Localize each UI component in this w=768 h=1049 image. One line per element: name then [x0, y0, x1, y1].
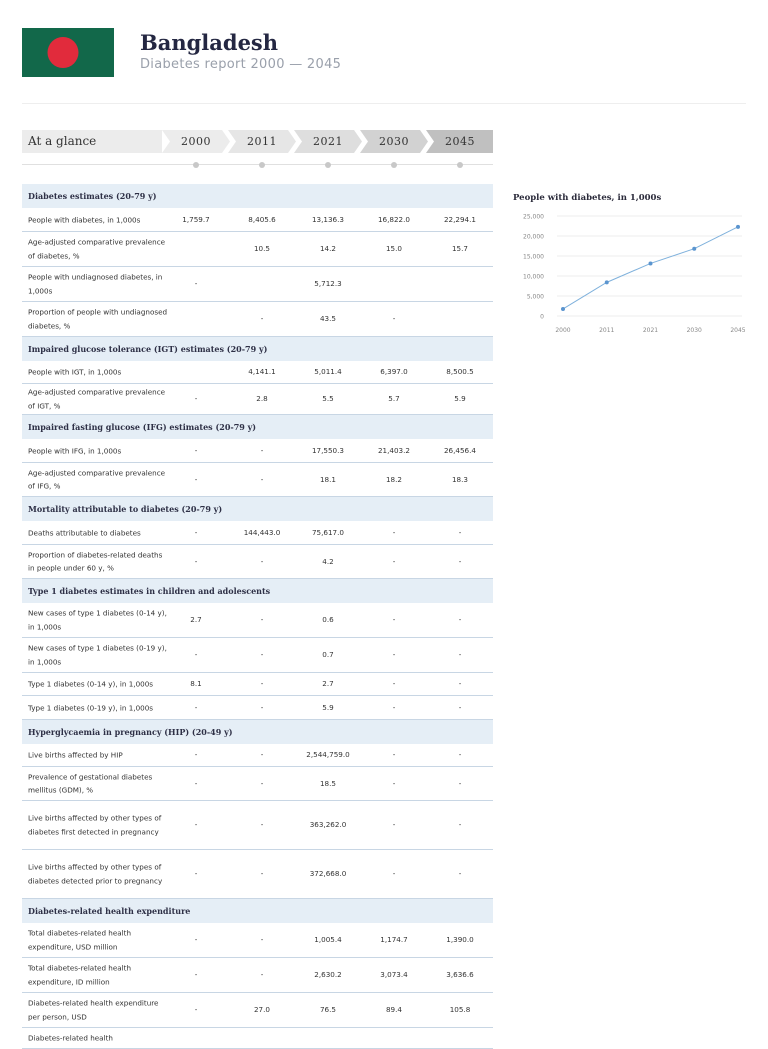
chart-plot [513, 190, 748, 340]
x-tick-label: 2021 [642, 327, 659, 334]
cell-value: - [392, 869, 396, 878]
cell-value: 3,636.6 [446, 970, 474, 979]
x-tick-label: 2030 [686, 327, 702, 334]
table-row [22, 696, 493, 720]
row-label: People with IFG, in 1,000s [28, 445, 122, 455]
section-header: Diabetes-related health expenditure [22, 899, 493, 923]
cell-value: 18.1 [319, 474, 336, 484]
cell-value: 18.3 [451, 474, 468, 484]
cell-value: 105.8 [449, 1005, 471, 1014]
bangladesh-flag [22, 28, 114, 77]
cell-value: - [260, 935, 264, 944]
data-point [649, 261, 653, 265]
row-label: Live births affected by other types of diabetes detected prior to pregnancy [28, 862, 163, 885]
row-label: People with IGT, in 1,000s [28, 367, 122, 377]
y-tick-label: 20,000 [523, 233, 544, 241]
row-label: Proportion of diabetes-related deaths in people under 60 y, % [28, 550, 163, 573]
cell-value: 144,443.0 [243, 527, 281, 537]
at-a-glance-label: At a glance [22, 130, 162, 153]
series-line [563, 227, 738, 309]
table-row [22, 1028, 493, 1049]
cell-value: - [458, 527, 462, 537]
cell-value: 17,550.3 [311, 445, 344, 455]
cell-value: - [194, 650, 198, 659]
row-label: Age-adjusted comparative prevalence of IGT, % [28, 387, 166, 410]
table-row [22, 767, 493, 801]
cell-value: - [458, 679, 462, 688]
data-point [561, 307, 565, 311]
table-row [22, 384, 493, 415]
row-label: Diabetes-related health expenditure per person, USD [28, 998, 159, 1021]
year-2011: 2011 [247, 135, 277, 148]
estimates-table [22, 184, 493, 1049]
y-tick-label: 5,000 [526, 293, 544, 301]
cell-value: 89.4 [385, 1005, 402, 1014]
cell-value: - [260, 778, 264, 788]
diabetes-chart [513, 190, 748, 340]
cell-value: - [392, 314, 396, 323]
cell-value: - [194, 394, 198, 403]
section-header: Diabetes estimates (20-79 y) [22, 184, 493, 208]
cell-value: 22,294.1 [443, 214, 476, 224]
table-row [22, 638, 493, 673]
row-label: People with diabetes, in 1,000s [28, 214, 141, 224]
cell-value: - [458, 750, 462, 759]
cell-value: 1,005.4 [314, 935, 342, 944]
table-row [22, 673, 493, 696]
cell-value: - [260, 679, 264, 688]
cell-value: 14.2 [319, 244, 336, 253]
row-label: Deaths attributable to diabetes [28, 527, 141, 537]
cell-value: 8.1 [190, 679, 202, 688]
cell-value: - [260, 970, 264, 979]
table-row [22, 801, 493, 850]
timeline-dot [259, 162, 265, 168]
y-tick-label: 25,000 [523, 213, 544, 221]
cell-value: - [458, 556, 462, 566]
chart-title: People with diabetes, in 1,000s [513, 193, 662, 203]
x-tick-label: 2011 [599, 327, 615, 334]
row-label: Total diabetes-related health expenditure, USD million [28, 928, 132, 951]
row-label: Proportion of people with undiagnosed diabetes, % [28, 307, 168, 330]
cell-value: - [194, 556, 198, 566]
row-label: Prevalence of gestational diabetes mellitus (GDM), % [28, 772, 153, 795]
cell-value: 8,500.5 [446, 367, 474, 376]
y-tick-label: 15,000 [523, 253, 544, 261]
cell-value: - [392, 527, 396, 537]
cell-value: - [194, 527, 198, 537]
year-timeline [22, 162, 493, 168]
cell-value: - [392, 615, 396, 624]
row-label: Total diabetes-related health expenditure, ID million [28, 963, 132, 986]
cell-value: - [392, 778, 396, 788]
cell-value: 2,544,759.0 [306, 750, 350, 759]
cell-value: - [260, 650, 264, 659]
section-header: Impaired fasting glucose (IFG) estimates (20-79 y) [22, 415, 493, 439]
cell-value: 75,617.0 [311, 527, 344, 537]
table-row [22, 993, 493, 1028]
table-row [22, 545, 493, 579]
x-tick-label: 2045 [730, 327, 746, 334]
cell-value: - [392, 820, 396, 829]
cell-value: 1,174.7 [380, 935, 408, 944]
row-label: Type 1 diabetes (0-14 y), in 1,000s [28, 679, 154, 689]
year-2000: 2000 [181, 135, 211, 148]
y-tick-label: 10,000 [523, 273, 544, 281]
cell-value: - [458, 702, 462, 712]
section-header: Impaired glucose tolerance (IGT) estimates (20-79 y) [22, 337, 493, 361]
cell-value: 18.2 [385, 474, 402, 484]
cell-value: 15.7 [451, 244, 468, 253]
table-row [22, 439, 493, 463]
row-label: Diabetes-related health [28, 1033, 113, 1043]
section-header: Type 1 diabetes estimates in children and adolescents [22, 579, 493, 603]
header-divider [22, 103, 746, 104]
cell-value: - [260, 556, 264, 566]
data-point [736, 225, 740, 229]
row-label: New cases of type 1 diabetes (0-14 y), in 1,000s [28, 608, 167, 631]
cell-value: 16,822.0 [377, 214, 410, 224]
cell-value: 43.5 [319, 314, 336, 323]
section-header: Mortality attributable to diabetes (20-79 y) [22, 497, 493, 521]
cell-value: - [194, 750, 198, 759]
cell-value: 10.5 [253, 244, 270, 253]
cell-value: - [194, 935, 198, 944]
table-row [22, 267, 493, 302]
table-row [22, 208, 493, 232]
cell-value: - [194, 820, 198, 829]
year-2021: 2021 [313, 135, 343, 148]
cell-value: - [458, 869, 462, 878]
cell-value: 2.8 [256, 394, 268, 403]
cell-value: 3,073.4 [380, 970, 408, 979]
cell-value: 4.2 [322, 556, 334, 566]
section-header: Hyperglycaemia in pregnancy (HIP) (20-49 y) [22, 720, 493, 744]
cell-value: 2.7 [322, 679, 334, 688]
cell-value: 6,397.0 [380, 367, 408, 376]
cell-value: - [392, 650, 396, 659]
table-row [22, 923, 493, 958]
cell-value: 18.5 [319, 778, 336, 788]
cell-value: - [194, 869, 198, 878]
cell-value: - [392, 679, 396, 688]
cell-value: 27.0 [253, 1005, 270, 1014]
cell-value: 5.5 [322, 394, 334, 403]
cell-value: 1,759.7 [182, 214, 210, 224]
cell-value: 363,262.0 [309, 820, 347, 829]
data-point [692, 247, 696, 251]
table-row [22, 232, 493, 267]
row-label: New cases of type 1 diabetes (0-19 y), in 1,000s [28, 643, 167, 666]
year-2045: 2045 [445, 135, 475, 148]
table-row [22, 603, 493, 638]
timeline-dot [457, 162, 463, 168]
cell-value: - [260, 445, 264, 455]
cell-value: - [260, 314, 264, 323]
cell-value: 5.9 [454, 394, 466, 403]
cell-value: 2.7 [190, 615, 202, 624]
cell-value: - [194, 778, 198, 788]
row-label: Type 1 diabetes (0-19 y), in 1,000s [28, 702, 154, 712]
data-point [605, 280, 609, 284]
cell-value: 0.6 [322, 615, 334, 624]
table-row [22, 521, 493, 545]
cell-value: 5.9 [322, 702, 334, 712]
cell-value: - [392, 702, 396, 712]
table-row [22, 463, 493, 497]
cell-value: - [260, 615, 264, 624]
table-row [22, 361, 493, 384]
cell-value: 5.7 [388, 394, 400, 403]
cell-value: - [458, 650, 462, 659]
cell-value: 2,630.2 [314, 970, 342, 979]
row-label: Live births affected by HIP [28, 750, 123, 760]
report-subtitle: Diabetes report 2000 — 2045 [140, 57, 342, 72]
cell-value: - [260, 820, 264, 829]
cell-value: - [194, 970, 198, 979]
timeline-dot [193, 162, 199, 168]
cell-value: 21,403.2 [377, 445, 410, 455]
x-tick-label: 2000 [555, 327, 571, 334]
cell-value: 15.0 [385, 244, 402, 253]
cell-value: 26,456.4 [443, 445, 476, 455]
table-row [22, 850, 493, 899]
country-title: Bangladesh [140, 30, 279, 55]
cell-value: 4,141.1 [248, 367, 276, 376]
row-label: Live births affected by other types of diabetes first detected in pregnancy [28, 813, 162, 836]
cell-value: 0.7 [322, 650, 334, 659]
cell-value: 5,712.3 [314, 279, 342, 288]
at-a-glance-bar [22, 130, 493, 153]
cell-value: - [392, 750, 396, 759]
cell-value: - [194, 474, 198, 484]
table-row [22, 302, 493, 337]
cell-value: - [260, 702, 264, 712]
row-label: Age-adjusted comparative prevalence of IFG, % [28, 468, 166, 491]
y-tick-label: 0 [540, 313, 544, 321]
cell-value: 5,011.4 [314, 367, 342, 376]
cell-value: 372,668.0 [309, 869, 347, 878]
cell-value: - [458, 820, 462, 829]
cell-value: - [194, 1005, 198, 1014]
year-2030: 2030 [379, 135, 409, 148]
table-row [22, 744, 493, 767]
cell-value: - [194, 445, 198, 455]
cell-value: 8,405.6 [248, 214, 276, 224]
cell-value: 76.5 [319, 1005, 336, 1014]
cell-value: - [194, 279, 198, 288]
cell-value: - [392, 556, 396, 566]
cell-value: 13,136.3 [311, 214, 344, 224]
cell-value: 1,390.0 [446, 935, 474, 944]
timeline-dot [391, 162, 397, 168]
cell-value: - [458, 778, 462, 788]
row-label: People with undiagnosed diabetes, in 1,000s [28, 272, 163, 295]
cell-value: - [260, 750, 264, 759]
cell-value: - [194, 702, 198, 712]
cell-value: - [260, 474, 264, 484]
cell-value: - [260, 869, 264, 878]
timeline-dot [325, 162, 331, 168]
table-row [22, 958, 493, 993]
row-label: Age-adjusted comparative prevalence of diabetes, % [28, 237, 166, 260]
cell-value: - [458, 615, 462, 624]
